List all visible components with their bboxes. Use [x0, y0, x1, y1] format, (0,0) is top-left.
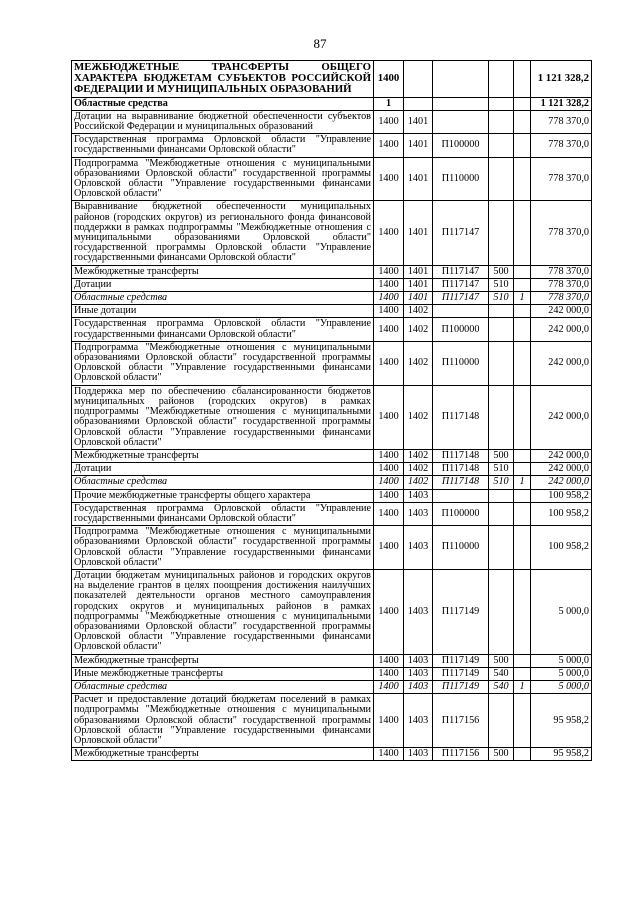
table-row: [72, 265, 592, 278]
row-amount: 242 000,0: [531, 476, 592, 489]
row-expense-type: 510: [489, 463, 514, 476]
row-funding-source: [514, 318, 531, 341]
row-amount: 242 000,0: [531, 463, 592, 476]
row-expense-type: [489, 157, 514, 201]
table-row: [72, 292, 592, 305]
row-subsection-code: 1403: [404, 569, 433, 654]
table-row: [72, 110, 592, 133]
row-name: Областные средства: [72, 476, 374, 489]
row-funding-source: [514, 97, 531, 110]
row-amount: 1 121 328,2: [531, 97, 592, 110]
table-row: [72, 463, 592, 476]
row-name: Иные межбюджетные трансферты: [72, 667, 374, 680]
row-target-article: П117148: [433, 385, 489, 449]
row-name: Межбюджетные трансферты: [72, 654, 374, 667]
table-row: [72, 476, 592, 489]
row-funding-source: [514, 157, 531, 201]
row-amount: 5 000,0: [531, 654, 592, 667]
table-row: [72, 694, 592, 748]
row-target-article: П117149: [433, 654, 489, 667]
row-amount: 242 000,0: [531, 385, 592, 449]
row-expense-type: [489, 385, 514, 449]
row-section-code: 1400: [374, 265, 404, 278]
row-funding-source: [514, 667, 531, 680]
row-funding-source: [514, 654, 531, 667]
row-amount: 778 370,0: [531, 201, 592, 265]
row-name: Межбюджетные трансферты: [72, 449, 374, 462]
row-subsection-code: 1403: [404, 502, 433, 525]
row-amount: 5 000,0: [531, 680, 592, 693]
row-target-article: П117147: [433, 278, 489, 291]
row-subsection-code: 1401: [404, 265, 433, 278]
row-subsection-code: 1403: [404, 526, 433, 570]
row-amount: 242 000,0: [531, 318, 592, 341]
row-funding-source: [514, 265, 531, 278]
row-target-article: [433, 489, 489, 502]
row-funding-source: 1: [514, 680, 531, 693]
row-expense-type: 500: [489, 265, 514, 278]
row-expense-type: [489, 569, 514, 654]
row-amount: 242 000,0: [531, 341, 592, 385]
row-subsection-code: 1401: [404, 278, 433, 291]
row-subsection-code: 1402: [404, 463, 433, 476]
row-amount: 95 958,2: [531, 748, 592, 761]
row-expense-type: [489, 134, 514, 157]
row-subsection-code: 1403: [404, 654, 433, 667]
row-section-code: 1400: [374, 278, 404, 291]
row-funding-source: [514, 278, 531, 291]
row-target-article: П117148: [433, 449, 489, 462]
row-funding-source: [514, 489, 531, 502]
table-row: [72, 569, 592, 654]
row-target-article: П117147: [433, 265, 489, 278]
row-section-code: 1400: [374, 489, 404, 502]
row-name: Государственная программа Орловской области "Управление государственными финансами Орловской области": [72, 134, 374, 157]
row-name: Дотации: [72, 278, 374, 291]
row-target-article: П117149: [433, 667, 489, 680]
table-row: [72, 667, 592, 680]
row-section-code: 1400: [374, 385, 404, 449]
row-name: Областные средства: [72, 680, 374, 693]
row-amount: 778 370,0: [531, 157, 592, 201]
row-target-article: [433, 61, 489, 98]
row-target-article: П100000: [433, 134, 489, 157]
row-subsection-code: 1401: [404, 110, 433, 133]
row-subsection-code: 1402: [404, 476, 433, 489]
row-name: Поддержка мер по обеспечению сбалансированности бюджетов муниципальных районов (городских округов) в рамках подпрограммы "Межбюджетные отношения с муниципальными образованиями Орловской области" государственной программы Орловской области "Управление государственными финансами Орловской области": [72, 385, 374, 449]
row-section-code: 1400: [374, 476, 404, 489]
row-name: Подпрограмма "Межбюджетные отношения с муниципальными образованиями Орловской области" государственной программы Орловской области "Управление государственными финансами Орловской области": [72, 526, 374, 570]
row-funding-source: [514, 748, 531, 761]
table-row: [72, 680, 592, 693]
row-section-code: 1400: [374, 654, 404, 667]
row-name: Дотации: [72, 463, 374, 476]
row-funding-source: 1: [514, 476, 531, 489]
table-row: [72, 201, 592, 265]
row-target-article: [433, 97, 489, 110]
row-section-code: 1400: [374, 110, 404, 133]
row-name: МЕЖБЮДЖЕТНЫЕ ТРАНСФЕРТЫ ОБЩЕГО ХАРАКТЕРА БЮДЖЕТАМ СУБЪЕКТОВ РОССИЙСКОЙ ФЕДЕРАЦИИ И МУНИЦИПАЛЬНЫХ ОБРАЗОВАНИЙ: [72, 61, 374, 98]
table-row: [72, 278, 592, 291]
row-subsection-code: 1402: [404, 341, 433, 385]
row-expense-type: 510: [489, 476, 514, 489]
row-funding-source: [514, 502, 531, 525]
row-section-code: 1400: [374, 201, 404, 265]
row-subsection-code: 1402: [404, 449, 433, 462]
row-subsection-code: 1401: [404, 292, 433, 305]
row-funding-source: [514, 305, 531, 318]
row-expense-type: [489, 318, 514, 341]
table-row: [72, 654, 592, 667]
row-target-article: [433, 305, 489, 318]
row-amount: 95 958,2: [531, 694, 592, 748]
row-name: Прочие межбюджетные трансферты общего характера: [72, 489, 374, 502]
row-subsection-code: 1403: [404, 748, 433, 761]
row-subsection-code: 1402: [404, 385, 433, 449]
row-target-article: П117147: [433, 201, 489, 265]
row-target-article: П110000: [433, 157, 489, 201]
row-amount: 778 370,0: [531, 134, 592, 157]
table-row: [72, 449, 592, 462]
row-funding-source: [514, 110, 531, 133]
row-amount: 778 370,0: [531, 292, 592, 305]
row-expense-type: [489, 97, 514, 110]
row-expense-type: 500: [489, 654, 514, 667]
row-expense-type: [489, 61, 514, 98]
row-name: Подпрограмма "Межбюджетные отношения с муниципальными образованиями Орловской области" государственной программы Орловской области "Управление государственными финансами Орловской области": [72, 341, 374, 385]
row-target-article: П117147: [433, 292, 489, 305]
row-expense-type: 540: [489, 667, 514, 680]
row-amount: 100 958,2: [531, 489, 592, 502]
row-subsection-code: 1401: [404, 157, 433, 201]
row-funding-source: [514, 569, 531, 654]
row-subsection-code: 1402: [404, 318, 433, 341]
row-target-article: П100000: [433, 502, 489, 525]
row-section-code: 1400: [374, 569, 404, 654]
row-amount: 5 000,0: [531, 569, 592, 654]
table-row: [72, 385, 592, 449]
row-amount: 1 121 328,2: [531, 61, 592, 98]
row-name: Выравнивание бюджетной обеспеченности муниципальных районов (городских округов) из регионального фонда финансовой поддержки в рамках подпрограммы "Межбюджетные отношения с муниципальными образованиями Орловской области" государственной программы Орловской области "Управление государственными финансами Орловской области": [72, 201, 374, 265]
row-funding-source: [514, 134, 531, 157]
row-name: Подпрограмма "Межбюджетные отношения с муниципальными образованиями Орловской области" государственной программы Орловской области "Управление государственными финансами Орловской области": [72, 157, 374, 201]
row-target-article: П117149: [433, 569, 489, 654]
row-subsection-code: [404, 97, 433, 110]
row-target-article: П117156: [433, 694, 489, 748]
row-target-article: П117149: [433, 680, 489, 693]
table-row: [72, 489, 592, 502]
row-section-code: 1400: [374, 134, 404, 157]
budget-table-body: [72, 61, 592, 761]
row-section-code: 1400: [374, 61, 404, 98]
row-funding-source: [514, 201, 531, 265]
row-expense-type: [489, 489, 514, 502]
row-expense-type: [489, 341, 514, 385]
row-target-article: П117148: [433, 463, 489, 476]
row-expense-type: [489, 110, 514, 133]
row-section-code: 1400: [374, 449, 404, 462]
row-section-code: 1400: [374, 526, 404, 570]
row-subsection-code: 1401: [404, 201, 433, 265]
row-subsection-code: 1403: [404, 680, 433, 693]
row-name: Дотации на выравнивание бюджетной обеспеченности субъектов Российской Федерации и муниципальных образований: [72, 110, 374, 133]
table-row: [72, 526, 592, 570]
row-subsection-code: 1403: [404, 694, 433, 748]
row-funding-source: [514, 385, 531, 449]
row-target-article: [433, 110, 489, 133]
row-amount: 100 958,2: [531, 526, 592, 570]
row-section-code: 1400: [374, 292, 404, 305]
table-row: [72, 157, 592, 201]
row-name: Межбюджетные трансферты: [72, 748, 374, 761]
row-funding-source: [514, 694, 531, 748]
row-section-code: 1400: [374, 463, 404, 476]
table-row: [72, 134, 592, 157]
row-amount: 5 000,0: [531, 667, 592, 680]
row-name: Иные дотации: [72, 305, 374, 318]
row-name: Расчет и предоставление дотаций бюджетам поселений в рамках подпрограммы "Межбюджетные отношения с муниципальными образованиями Орловской области" государственной программы Орловской области "Управление государственными финансами Орловской области": [72, 694, 374, 748]
row-subsection-code: 1402: [404, 305, 433, 318]
table-row: [72, 748, 592, 761]
row-name: Межбюджетные трансферты: [72, 265, 374, 278]
table-row: [72, 61, 592, 98]
row-section-code: 1400: [374, 667, 404, 680]
row-expense-type: [489, 694, 514, 748]
row-name: Государственная программа Орловской области "Управление государственными финансами Орловской области": [72, 502, 374, 525]
row-funding-source: [514, 341, 531, 385]
row-funding-source: [514, 61, 531, 98]
row-funding-source: [514, 449, 531, 462]
row-target-article: П110000: [433, 526, 489, 570]
row-funding-source: [514, 526, 531, 570]
row-target-article: П117156: [433, 748, 489, 761]
row-name: Дотации бюджетам муниципальных районов и городских округов на выделение грантов в целях поощрения достижения наилучших показателей деятельности органов местного самоуправления городских округов и муниципальных районов в рамках подпрограммы "Межбюджетные отношения с муниципальными образованиями Орловской области" государственной программы Орловской области "Управление государственными финансами Орловской области": [72, 569, 374, 654]
row-subsection-code: [404, 61, 433, 98]
row-target-article: П110000: [433, 341, 489, 385]
page-number: 87: [313, 36, 327, 51]
row-section-code: 1: [374, 97, 404, 110]
row-funding-source: 1: [514, 292, 531, 305]
row-section-code: 1400: [374, 157, 404, 201]
row-section-code: 1400: [374, 318, 404, 341]
row-target-article: П117148: [433, 476, 489, 489]
table-row: [72, 341, 592, 385]
row-subsection-code: 1403: [404, 489, 433, 502]
row-subsection-code: 1401: [404, 134, 433, 157]
row-expense-type: [489, 526, 514, 570]
row-expense-type: 510: [489, 292, 514, 305]
row-section-code: 1400: [374, 502, 404, 525]
row-expense-type: 510: [489, 278, 514, 291]
row-amount: 778 370,0: [531, 110, 592, 133]
row-subsection-code: 1403: [404, 667, 433, 680]
table-row: [72, 97, 592, 110]
row-funding-source: [514, 463, 531, 476]
row-expense-type: 500: [489, 449, 514, 462]
row-section-code: 1400: [374, 748, 404, 761]
table-row: [72, 305, 592, 318]
row-expense-type: 500: [489, 748, 514, 761]
row-expense-type: [489, 201, 514, 265]
row-target-article: П100000: [433, 318, 489, 341]
row-amount: 242 000,0: [531, 305, 592, 318]
row-amount: 778 370,0: [531, 265, 592, 278]
table-row: [72, 502, 592, 525]
row-amount: 100 958,2: [531, 502, 592, 525]
row-section-code: 1400: [374, 305, 404, 318]
row-amount: 242 000,0: [531, 449, 592, 462]
row-section-code: 1400: [374, 341, 404, 385]
row-expense-type: [489, 502, 514, 525]
row-amount: 778 370,0: [531, 278, 592, 291]
row-expense-type: 540: [489, 680, 514, 693]
row-name: Государственная программа Орловской области "Управление государственными финансами Орловской области": [72, 318, 374, 341]
budget-table: [71, 60, 592, 761]
row-name: Областные средства: [72, 97, 374, 110]
table-row: [72, 318, 592, 341]
row-section-code: 1400: [374, 694, 404, 748]
row-section-code: 1400: [374, 680, 404, 693]
row-expense-type: [489, 305, 514, 318]
row-name: Областные средства: [72, 292, 374, 305]
